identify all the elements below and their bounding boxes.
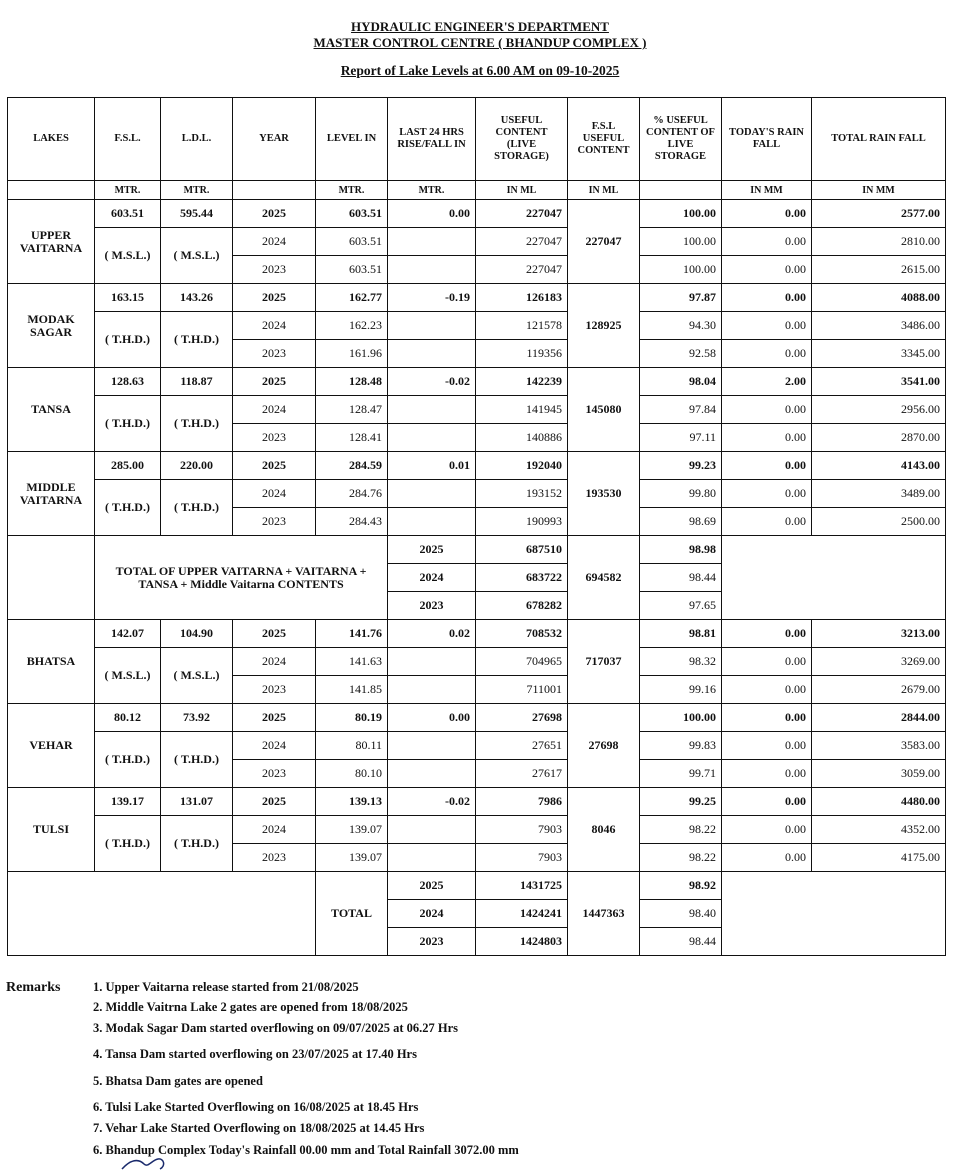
fsl-useful-content: 694582 [568,536,640,620]
rise-fall-cell: 0.00 [388,704,476,732]
fsl-value: 163.15 [95,284,161,312]
remarks-label: Remarks [6,980,61,995]
useful-content-cell: 119356 [476,340,568,368]
today-rain-cell: 0.00 [722,844,812,872]
table-row [8,816,946,844]
fsl-datum: ( T.H.D.) [95,312,161,368]
col-ldl: L.D.L. [161,98,233,181]
table-row [8,312,946,340]
percent-cell: 99.23 [640,452,722,480]
report-title: Report of Lake Levels at 6.00 AM on 09-10-2025 [340,63,620,78]
percent-cell: 100.00 [640,704,722,732]
rise-fall-cell: -0.02 [388,788,476,816]
level-cell: 603.51 [316,228,388,256]
today-rain-cell: 0.00 [722,228,812,256]
fsl-value: 128.63 [95,368,161,396]
table-row [8,788,946,816]
today-rain-cell: 0.00 [722,256,812,284]
useful-content-cell: 711001 [476,676,568,704]
year-cell: 2025 [233,200,316,228]
level-cell: 162.77 [316,284,388,312]
useful-content-cell: 678282 [476,592,568,620]
remark-item: 2. Middle Vaitrna Lake 2 gates are opened from 18/08/2025 [93,1000,408,1014]
fsl-datum: ( T.H.D.) [95,480,161,536]
year-cell: 2023 [388,928,476,956]
useful-content-cell: 227047 [476,228,568,256]
useful-content-cell: 7903 [476,816,568,844]
unit-fsl-useful: IN ML [568,181,640,200]
table-row [8,648,946,676]
useful-content-cell: 27651 [476,732,568,760]
percent-cell: 99.83 [640,732,722,760]
year-cell: 2025 [388,536,476,564]
table-row [8,872,946,900]
blank-cell [8,536,95,620]
year-cell: 2025 [388,872,476,900]
percent-cell: 97.65 [640,592,722,620]
fsl-datum: ( T.H.D.) [95,396,161,452]
useful-content-cell: 687510 [476,536,568,564]
remark-item: 6. Bhandup Complex Today's Rainfall 00.00 mm and Total Rainfall 3072.00 mm [93,1143,519,1157]
level-cell: 141.76 [316,620,388,648]
col-fsl: F.S.L. [95,98,161,181]
fsl-value: 603.51 [95,200,161,228]
total-rain-cell: 3059.00 [812,760,946,788]
ldl-value: 118.87 [161,368,233,396]
remark-item: 3. Modak Sagar Dam started overflowing on 09/07/2025 at 06.27 Hrs [93,1021,459,1035]
useful-content-cell: 141945 [476,396,568,424]
level-cell: 161.96 [316,340,388,368]
percent-cell: 98.40 [640,900,722,928]
rise-fall-cell: 0.00 [388,200,476,228]
remark-item: 6. Tulsi Lake Started Overflowing on 16/08/2025 at 18.45 Hrs [93,1100,419,1114]
today-rain-cell: 0.00 [722,788,812,816]
department-title: HYDRAULIC ENGINEER'S DEPARTMENT [351,19,609,34]
useful-content-cell: 227047 [476,256,568,284]
table-row [8,536,946,564]
percent-cell: 99.16 [640,676,722,704]
blank-cell [722,536,946,620]
level-cell: 284.59 [316,452,388,480]
ldl-value: 73.92 [161,704,233,732]
col-pct: % USEFUL CONTENT OF LIVE STORAGE [640,98,722,181]
year-cell: 2023 [388,592,476,620]
lake-levels-table [7,97,946,956]
today-rain-cell: 0.00 [722,704,812,732]
level-cell: 141.85 [316,676,388,704]
rise-fall-empty [388,424,476,452]
total-rain-cell: 2844.00 [812,704,946,732]
year-cell: 2024 [233,312,316,340]
total-rain-cell: 3583.00 [812,732,946,760]
ldl-datum: ( T.H.D.) [161,732,233,788]
level-cell: 80.10 [316,760,388,788]
total-rain-cell: 2577.00 [812,200,946,228]
ldl-value: 220.00 [161,452,233,480]
total-rain-cell: 4175.00 [812,844,946,872]
useful-content-cell: 708532 [476,620,568,648]
ldl-datum: ( T.H.D.) [161,480,233,536]
year-cell: 2024 [388,564,476,592]
percent-cell: 100.00 [640,200,722,228]
fsl-value: 139.17 [95,788,161,816]
remark-item: 1. Upper Vaitarna release started from 21/08/2025 [93,980,359,994]
lake-name: TULSI [8,788,95,872]
unit-fsl: MTR. [95,181,161,200]
signature-mark [120,1158,200,1170]
blank-cell [8,872,316,956]
percent-cell: 92.58 [640,340,722,368]
level-cell: 603.51 [316,256,388,284]
rise-fall-empty [388,648,476,676]
total-rain-cell: 2679.00 [812,676,946,704]
unit-rise: MTR. [388,181,476,200]
rise-fall-empty [388,228,476,256]
col-level: LEVEL IN [316,98,388,181]
useful-content-cell: 190993 [476,508,568,536]
rise-fall-empty [388,312,476,340]
percent-cell: 97.87 [640,284,722,312]
year-cell: 2023 [233,760,316,788]
fsl-value: 142.07 [95,620,161,648]
today-rain-cell: 0.00 [722,676,812,704]
percent-cell: 98.44 [640,928,722,956]
level-cell: 139.07 [316,816,388,844]
remark-item: 5. Bhatsa Dam gates are opened [93,1074,263,1088]
total-rain-cell: 4480.00 [812,788,946,816]
useful-content-cell: 140886 [476,424,568,452]
fsl-useful-content: 27698 [568,704,640,788]
table-row [8,620,946,648]
year-cell: 2023 [233,844,316,872]
useful-content-cell: 1431725 [476,872,568,900]
table-row [8,480,946,508]
lake-name: MIDDLE VAITARNA [8,452,95,536]
rise-fall-empty [388,480,476,508]
fsl-useful-content: 1447363 [568,872,640,956]
fsl-datum: ( T.H.D.) [95,732,161,788]
today-rain-cell: 0.00 [722,816,812,844]
lake-name: BHATSA [8,620,95,704]
subtotal-label: TOTAL OF UPPER VAITARNA + VAITARNA + TANSA + Middle Vaitarna CONTENTS [95,536,388,620]
year-cell: 2023 [233,256,316,284]
rise-fall-empty [388,676,476,704]
year-cell: 2025 [233,452,316,480]
rise-fall-cell: -0.02 [388,368,476,396]
percent-cell: 98.44 [640,564,722,592]
table-row [8,368,946,396]
percent-cell: 98.92 [640,872,722,900]
lake-name: MODAK SAGAR [8,284,95,368]
useful-content-cell: 1424241 [476,900,568,928]
percent-cell: 100.00 [640,228,722,256]
col-today: TODAY'S RAIN FALL [722,98,812,181]
rise-fall-empty [388,760,476,788]
level-cell: 141.63 [316,648,388,676]
total-rain-cell: 2500.00 [812,508,946,536]
blank-cell [722,872,946,956]
rise-fall-empty [388,844,476,872]
total-rain-cell: 4143.00 [812,452,946,480]
useful-content-cell: 27617 [476,760,568,788]
fsl-useful-content: 227047 [568,200,640,284]
fsl-datum: ( T.H.D.) [95,816,161,872]
ldl-value: 131.07 [161,788,233,816]
year-cell: 2023 [233,424,316,452]
total-rain-cell: 2810.00 [812,228,946,256]
percent-cell: 98.98 [640,536,722,564]
rise-fall-empty [388,508,476,536]
year-cell: 2025 [233,284,316,312]
today-rain-cell: 0.00 [722,732,812,760]
ldl-datum: ( M.S.L.) [161,648,233,704]
lake-name: TANSA [8,368,95,452]
lake-name: UPPER VAITARNA [8,200,95,284]
year-cell: 2024 [233,480,316,508]
level-cell: 162.23 [316,312,388,340]
total-rain-cell: 4088.00 [812,284,946,312]
total-rain-cell: 2956.00 [812,396,946,424]
percent-cell: 94.30 [640,312,722,340]
useful-content-cell: 704965 [476,648,568,676]
percent-cell: 98.22 [640,816,722,844]
fsl-useful-content: 193530 [568,452,640,536]
fsl-useful-content: 717037 [568,620,640,704]
col-useful: USEFUL CONTENT (LIVE STORAGE) [476,98,568,181]
table-row [8,228,946,256]
table-row [8,200,946,228]
fsl-useful-content: 8046 [568,788,640,872]
col-fsl-useful: F.S.L USEFUL CONTENT [568,98,640,181]
total-rain-cell: 3489.00 [812,480,946,508]
level-cell: 128.41 [316,424,388,452]
fsl-datum: ( M.S.L.) [95,228,161,284]
col-total: TOTAL RAIN FALL [812,98,946,181]
level-cell: 603.51 [316,200,388,228]
fsl-value: 285.00 [95,452,161,480]
useful-content-cell: 227047 [476,200,568,228]
useful-content-cell: 683722 [476,564,568,592]
year-cell: 2025 [233,788,316,816]
useful-content-cell: 7903 [476,844,568,872]
percent-cell: 99.25 [640,788,722,816]
today-rain-cell: 0.00 [722,200,812,228]
percent-cell: 99.80 [640,480,722,508]
rise-fall-empty [388,340,476,368]
col-year: YEAR [233,98,316,181]
level-cell: 139.07 [316,844,388,872]
level-cell: 284.43 [316,508,388,536]
useful-content-cell: 192040 [476,452,568,480]
col-lakes: LAKES [8,98,95,181]
year-cell: 2023 [233,340,316,368]
year-cell: 2024 [233,396,316,424]
total-rain-cell: 2870.00 [812,424,946,452]
unit-total: IN MM [812,181,946,200]
rise-fall-empty [388,816,476,844]
useful-content-cell: 126183 [476,284,568,312]
unit-level: MTR. [316,181,388,200]
today-rain-cell: 0.00 [722,312,812,340]
total-rain-cell: 3345.00 [812,340,946,368]
total-rain-cell: 3541.00 [812,368,946,396]
today-rain-cell: 0.00 [722,648,812,676]
today-rain-cell: 0.00 [722,508,812,536]
useful-content-cell: 27698 [476,704,568,732]
fsl-useful-content: 145080 [568,368,640,452]
level-cell: 128.48 [316,368,388,396]
rise-fall-cell: 0.02 [388,620,476,648]
level-cell: 80.11 [316,732,388,760]
year-cell: 2025 [233,620,316,648]
fsl-datum: ( M.S.L.) [95,648,161,704]
table-row [8,284,946,312]
year-cell: 2024 [233,228,316,256]
ldl-value: 104.90 [161,620,233,648]
centre-title: MASTER CONTROL CENTRE ( BHANDUP COMPLEX ) [313,35,647,50]
year-cell: 2025 [233,368,316,396]
percent-cell: 99.71 [640,760,722,788]
rise-fall-empty [388,256,476,284]
percent-cell: 97.11 [640,424,722,452]
level-cell: 128.47 [316,396,388,424]
units-row [8,181,946,200]
table-row [8,732,946,760]
rise-fall-cell: 0.01 [388,452,476,480]
percent-cell: 98.22 [640,844,722,872]
today-rain-cell: 0.00 [722,340,812,368]
ldl-datum: ( T.H.D.) [161,396,233,452]
fsl-value: 80.12 [95,704,161,732]
percent-cell: 98.69 [640,508,722,536]
useful-content-cell: 142239 [476,368,568,396]
remark-item: 4. Tansa Dam started overflowing on 23/07/2025 at 17.40 Hrs [93,1047,417,1061]
percent-cell: 100.00 [640,256,722,284]
rise-fall-empty [388,396,476,424]
grand-total-label: TOTAL [316,872,388,956]
today-rain-cell: 0.00 [722,284,812,312]
unit-today: IN MM [722,181,812,200]
ldl-value: 595.44 [161,200,233,228]
today-rain-cell: 0.00 [722,760,812,788]
year-cell: 2024 [388,900,476,928]
useful-content-cell: 121578 [476,312,568,340]
useful-content-cell: 7986 [476,788,568,816]
fsl-useful-content: 128925 [568,284,640,368]
percent-cell: 97.84 [640,396,722,424]
table-header-row [8,98,946,181]
total-rain-cell: 3486.00 [812,312,946,340]
year-cell: 2024 [233,648,316,676]
total-rain-cell: 3269.00 [812,648,946,676]
year-cell: 2023 [233,676,316,704]
percent-cell: 98.32 [640,648,722,676]
col-rise: LAST 24 HRS RISE/FALL IN [388,98,476,181]
year-cell: 2024 [233,816,316,844]
ldl-value: 143.26 [161,284,233,312]
percent-cell: 98.81 [640,620,722,648]
today-rain-cell: 0.00 [722,424,812,452]
total-rain-cell: 3213.00 [812,620,946,648]
today-rain-cell: 2.00 [722,368,812,396]
today-rain-cell: 0.00 [722,452,812,480]
today-rain-cell: 0.00 [722,396,812,424]
total-rain-cell: 4352.00 [812,816,946,844]
today-rain-cell: 0.00 [722,480,812,508]
level-cell: 284.76 [316,480,388,508]
ldl-datum: ( T.H.D.) [161,816,233,872]
table-row [8,452,946,480]
year-cell: 2024 [233,732,316,760]
unit-useful: IN ML [476,181,568,200]
lake-name: VEHAR [8,704,95,788]
table-row [8,396,946,424]
rise-fall-empty [388,732,476,760]
unit-ldl: MTR. [161,181,233,200]
remark-item: 7. Vehar Lake Started Overflowing on 18/08/2025 at 14.45 Hrs [93,1121,425,1135]
year-cell: 2023 [233,508,316,536]
percent-cell: 98.04 [640,368,722,396]
ldl-datum: ( T.H.D.) [161,312,233,368]
rise-fall-cell: -0.19 [388,284,476,312]
useful-content-cell: 1424803 [476,928,568,956]
level-cell: 139.13 [316,788,388,816]
table-row [8,704,946,732]
year-cell: 2025 [233,704,316,732]
total-rain-cell: 2615.00 [812,256,946,284]
useful-content-cell: 193152 [476,480,568,508]
level-cell: 80.19 [316,704,388,732]
today-rain-cell: 0.00 [722,620,812,648]
ldl-datum: ( M.S.L.) [161,228,233,284]
